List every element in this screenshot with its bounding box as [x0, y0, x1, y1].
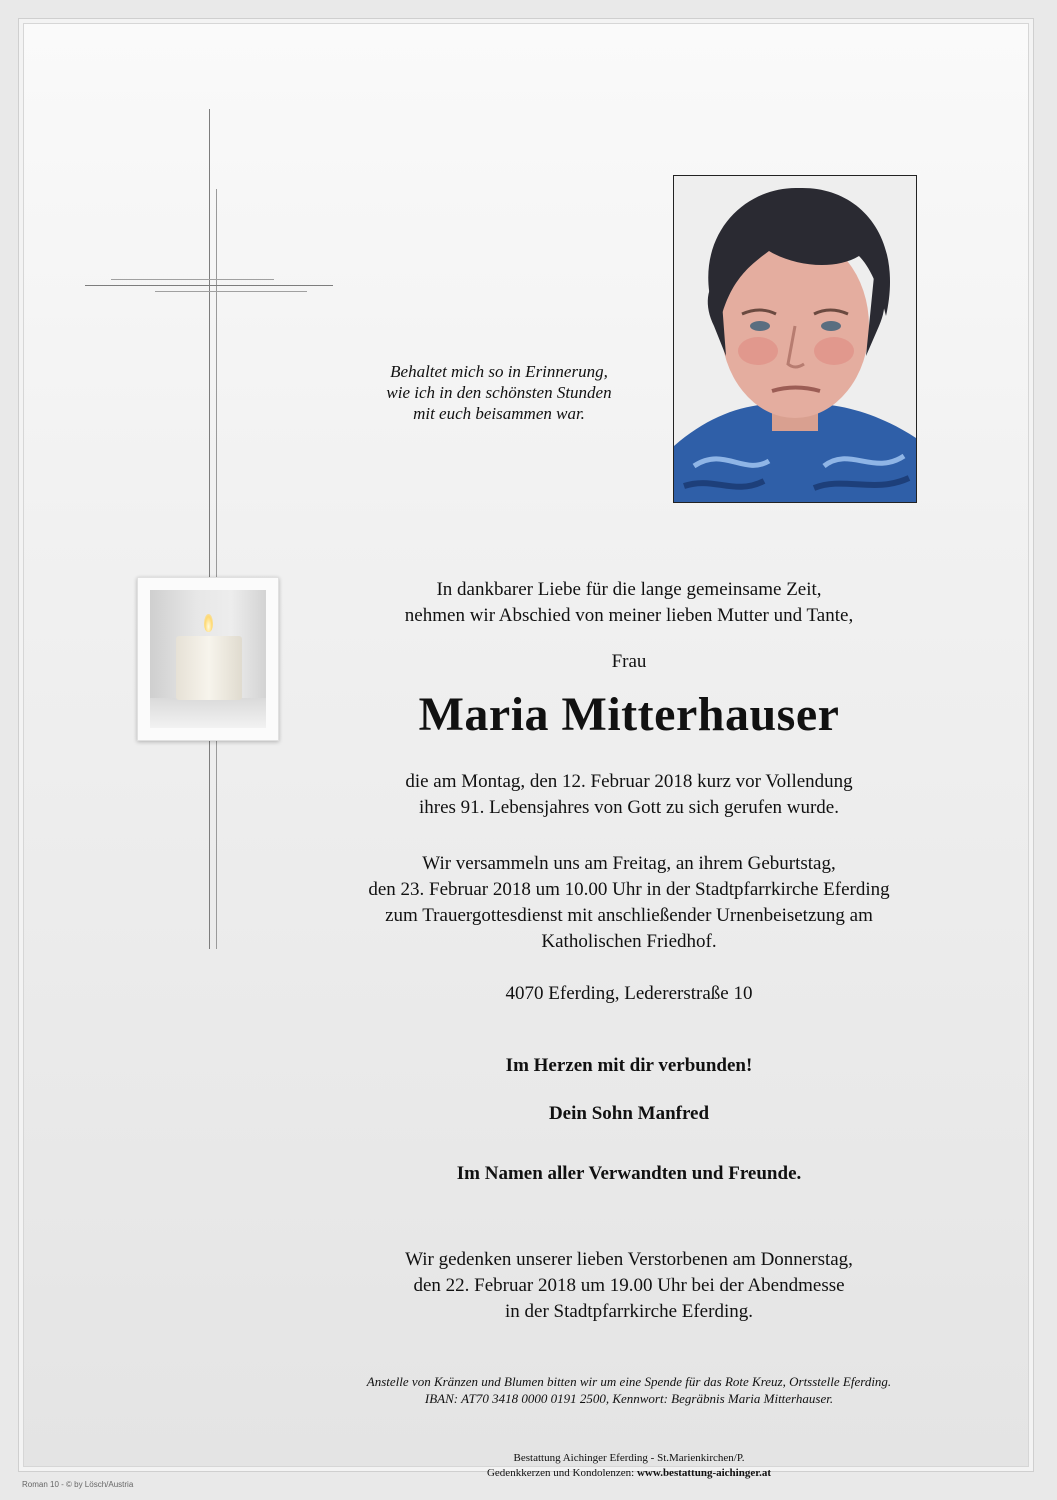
deceased-portrait: [673, 175, 917, 503]
salutation-text: Frau: [611, 651, 647, 672]
intro-line: In dankbarer Liebe für die lange gemeinsame Zeit,: [436, 579, 822, 600]
closing-relatives: [269, 1161, 989, 1187]
candle-photo: [150, 590, 266, 728]
condolence-line: [269, 1466, 989, 1481]
closing-relatives-text: Im Namen aller Verwandten und Freunde.: [456, 1163, 802, 1184]
website-link[interactable]: www.bestattung-aichinger.at: [636, 1467, 772, 1479]
candle-icon: [176, 636, 242, 700]
obituary-page: [18, 18, 1034, 1479]
quote-line: mit euch beisammen war.: [413, 404, 585, 423]
closing-son-text: Dein Sohn Manfred: [548, 1103, 710, 1124]
undertaker-name: Bestattung Aichinger Eferding - St.Marienkirchen/P.: [513, 1452, 745, 1464]
memorial-mass-text: [269, 1247, 989, 1325]
quote-line: Behaltet mich so in Erinnerung,: [390, 362, 608, 381]
address-text: 4070 Eferding, Ledererstraße 10: [505, 983, 753, 1004]
intro-text: [269, 577, 989, 629]
closing-heart: [269, 1053, 989, 1079]
death-notice: [269, 769, 989, 821]
undertaker-footer: [269, 1451, 989, 1481]
death-notice-line: die am Montag, den 12. Februar 2018 kurz vor Vollendung: [405, 771, 853, 792]
funeral-service-text: [269, 851, 989, 955]
memorial-line: in der Stadtpfarrkirche Eferding.: [505, 1301, 753, 1322]
cross-vertical-line: [209, 109, 210, 949]
address: [269, 981, 989, 1007]
donation-line: Anstelle von Kränzen und Blumen bitten wir um eine Spende für das Rote Kreuz, Ortsstelle Eferding.: [366, 1374, 892, 1389]
salutation: [269, 649, 989, 675]
portrait-illustration: [674, 176, 916, 502]
memorial-line: den 22. Februar 2018 um 19.00 Uhr bei der Abendmesse: [413, 1275, 845, 1296]
flame-icon: [204, 614, 213, 632]
condolence-prefix: Gedenkkerzen und Kondolenzen:: [486, 1467, 635, 1479]
death-notice-line: ihres 91. Lebensjahres von Gott zu sich gerufen wurde.: [419, 797, 839, 818]
donation-note: [219, 1373, 1039, 1407]
service-line: Katholischen Friedhof.: [541, 931, 717, 952]
candle-surface: [150, 698, 266, 728]
quote-line: wie ich in den schönsten Stunden: [386, 383, 612, 402]
service-line: den 23. Februar 2018 um 10.00 Uhr in der Stadtpfarrkirche Eferding: [368, 879, 890, 900]
cross-horizontal-line-lower: [155, 291, 307, 292]
template-credit: Roman 10 - © by Lösch/Austria: [22, 1480, 134, 1489]
memorial-quote: [339, 361, 659, 424]
closing-son: [269, 1101, 989, 1127]
memorial-line: Wir gedenken unserer lieben Verstorbenen am Donnerstag,: [405, 1249, 853, 1270]
cross-horizontal-line: [85, 285, 333, 286]
deceased-name: Maria Mitterhauser: [418, 688, 840, 741]
closing-heart-text: Im Herzen mit dir verbunden!: [505, 1055, 753, 1076]
cross-vertical-line-secondary: [216, 189, 217, 949]
cross-horizontal-line-upper: [111, 279, 274, 280]
donation-line: IBAN: AT70 3418 0000 0191 2500, Kennwort: Begräbnis Maria Mitterhauser.: [424, 1391, 834, 1406]
service-line: zum Trauergottesdienst mit anschließender Urnenbeisetzung am: [385, 905, 873, 926]
service-line: Wir versammeln uns am Freitag, an ihrem Geburtstag,: [422, 853, 836, 874]
candle-image: [137, 577, 279, 741]
intro-line: nehmen wir Abschied von meiner lieben Mutter und Tante,: [404, 605, 854, 626]
